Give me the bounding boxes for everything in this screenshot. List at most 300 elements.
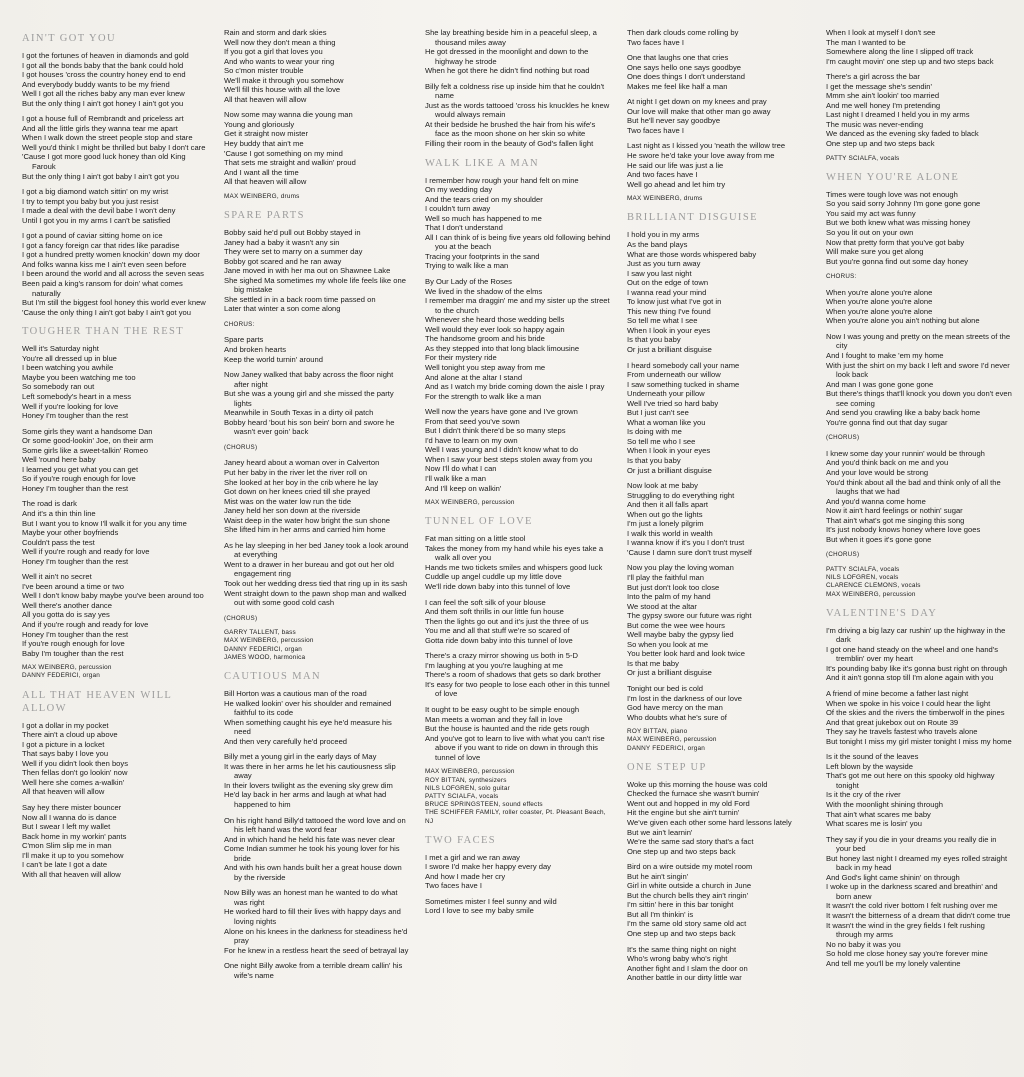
column-5 <box>826 28 1012 976</box>
lyric-line: What scares me is losin' you <box>826 819 922 829</box>
credit-role: percussion <box>481 499 515 507</box>
lyric-line: So tell me what I see <box>627 316 698 326</box>
credit-line: MAX WEINBERG, percussion <box>425 499 515 507</box>
lyric-line: With all that heaven will allow <box>22 869 121 879</box>
lyric-line: I got one hand steady on the wheel and one hand's tremblin' over my heart <box>826 644 999 664</box>
lyric-stanza <box>224 458 410 534</box>
credits-block <box>22 664 208 680</box>
lyric-line: Well there's another dance <box>22 600 112 610</box>
lyric-line: Well tonight you step away from me <box>425 362 546 372</box>
credits-block <box>826 566 1012 599</box>
lyric-line: We stood at the altar <box>627 601 697 611</box>
lyric-line: He walked lookin' over his shoulder and remained faithful to its code <box>224 698 392 718</box>
lyric-stanza <box>425 705 611 762</box>
lyric-line: Into the palm of my hand <box>627 592 711 602</box>
lyric-stanza <box>224 888 410 955</box>
lyric-stanza <box>224 752 410 809</box>
lyric-line: Spare parts <box>224 335 264 345</box>
lyric-line: That I don't understand <box>425 223 503 233</box>
lyric-line: And I fought to make 'em my home <box>826 350 944 360</box>
lyric-line: When we spoke in his voice I could hear the light <box>826 698 991 708</box>
lyric-line: Some girls they want a handsome Dan <box>22 426 153 436</box>
lyric-line: I'll play the faithful man <box>627 573 705 582</box>
lyric-line: And in which hand he held his fate was never clear <box>224 834 395 844</box>
credit-role: drums <box>280 192 300 200</box>
lyric-line: Get it straight now mister <box>224 129 308 139</box>
lyric-line: I wanna know if it's you I don't trust <box>627 538 745 548</box>
lyric-line: But the only thing I ain't got baby I ain't got you <box>22 171 179 181</box>
lyric-line: Now it ain't hard feelings or nothin' sugar <box>826 506 963 516</box>
credit-role: organ <box>82 672 100 680</box>
lyric-stanza <box>224 370 410 437</box>
lyric-line: All that heaven will allow <box>224 94 307 104</box>
lyric-line: It wasn't the cold river bottom I felt rushing over me <box>826 901 998 911</box>
credit-line: BRUCE SPRINGSTEEN, sound effects <box>425 801 543 809</box>
lyric-line: Checked the furnace she wasn't burnin' <box>627 789 760 799</box>
credit-name: ROY BITTAN <box>627 728 667 736</box>
credit-line: DANNY FEDERICI, organ <box>627 744 705 752</box>
credit-name: MAX WEINBERG <box>425 499 478 507</box>
lyric-line: I'd have to learn on my own <box>425 435 518 445</box>
credit-role: percussion <box>78 664 112 672</box>
lyric-line: I got the fortunes of heaven in diamonds and gold <box>22 51 189 60</box>
credit-name: MAX WEINBERG <box>627 195 680 203</box>
lyric-line: What a woman like you <box>627 417 706 427</box>
lyric-line: Waist deep in the water how bright the sun shone <box>224 515 391 525</box>
lyric-line: Went straight down to the pawn shop man and walked out with some good cold cash <box>224 588 407 608</box>
lyric-stanza <box>627 141 813 189</box>
lyric-line: But he ain't singin' <box>627 871 689 881</box>
credit-role: solo guitar <box>478 784 510 792</box>
lyric-line: Lord I love to see my baby smile <box>425 906 534 916</box>
credit-line: NILS LOFGREN, solo guitar <box>425 784 510 792</box>
lyric-stanza <box>425 82 611 149</box>
lyric-line: 'Cause I got more good luck honey than old King Farouk <box>22 152 186 172</box>
lyric-stanza <box>627 230 813 354</box>
lyric-line: Well if you're looking for love <box>22 401 119 411</box>
lyric-stanza <box>627 862 813 938</box>
chorus-label: (CHORUS) <box>826 551 860 559</box>
lyric-line: And who wants to wear your ring <box>224 56 335 66</box>
lyric-line: I remember ma draggin' me and my sister up the street to the church <box>425 296 610 315</box>
credit-name: THE SCHIFFER FAMILY <box>425 809 499 817</box>
lyric-line: And it's a thin thin line <box>22 508 96 518</box>
lyric-line: Well if you're rough and ready for love <box>22 547 150 557</box>
lyric-line: I got a picture in a locket <box>22 739 105 749</box>
lyric-stanza <box>826 72 1012 148</box>
lyric-line: That's got me out here on this spooky old highway tonight <box>826 771 995 790</box>
song-title: AIN'T GOT YOU <box>22 33 116 44</box>
lyric-line: But he'll never say goodbye <box>627 116 721 126</box>
lyric-line: There's a room of shadows that gets so dark brother <box>425 670 601 680</box>
lyric-line: On my wedding day <box>425 185 493 195</box>
lyric-stanza <box>826 835 1012 969</box>
credit-line: JAMES WOOD, harmonica <box>224 653 306 661</box>
lyric-line: I saw you last night <box>627 268 692 278</box>
lyric-line: Struggling to do everything right <box>627 490 735 500</box>
song-block <box>627 761 813 983</box>
lyric-line: And you'd wanna come home <box>826 496 926 506</box>
lyric-line: It's easy for two people to lose each other in this tunnel of love <box>425 679 610 699</box>
credit-line: MAX WEINBERG, drums <box>224 192 300 200</box>
lyric-line: When you're alone you ain't nothing but alone <box>826 316 980 326</box>
lyric-line: So hold me close honey say you're forever mine <box>826 949 988 959</box>
lyric-line: I swore I'd make her happy every day <box>425 862 551 872</box>
song-block <box>224 28 410 201</box>
credit-role: percussion <box>683 736 717 744</box>
lyric-line: This new thing I've found <box>627 306 711 316</box>
lyric-line: Filling their room in the beauty of God's fallen light <box>425 139 594 149</box>
lyric-line: I got houses 'cross the country honey end to end <box>22 70 186 80</box>
lyric-stanza <box>627 481 813 557</box>
lyric-line: And everybody buddy wants to be my friend <box>22 79 170 89</box>
lyric-line: Fat man sitting on a little stool <box>425 534 526 544</box>
lyric-line: Got down on her knees cried till she prayed <box>224 487 371 497</box>
lyric-line: Now Janey walked that baby across the floor night after night <box>224 370 394 389</box>
lyric-line: In their lovers twilight as the evening sky grew dim <box>224 780 393 790</box>
lyric-line: One step up and two steps back <box>826 139 935 149</box>
lyric-stanza <box>22 51 208 108</box>
lyric-line: He got dressed in the moonlight and down to the highway he strode <box>425 47 589 66</box>
lyric-line: Just as the words tattooed 'cross his knuckles he knew would always remain <box>425 100 610 120</box>
lyric-line: They say if you die in your dreams you really die in your bed <box>826 834 997 854</box>
credit-name: PATTY SCIALFA <box>826 565 877 573</box>
lyric-line: Keep the world turnin' around <box>224 354 323 364</box>
lyric-stanza <box>224 689 410 746</box>
lyric-line: Well 'round here baby <box>22 455 96 465</box>
lyric-line: Tracing your footprints in the sand <box>425 251 540 261</box>
lyric-line: A friend of mine become a father last night <box>826 689 969 698</box>
lyric-line: Now look at me baby <box>627 481 698 491</box>
lyric-line: Last night I dreamed I held you in my arms <box>826 110 970 120</box>
lyric-line: Mmm she ain't lookin' too married <box>826 91 940 101</box>
column-1 <box>22 28 208 887</box>
chorus-label: (CHORUS) <box>224 443 258 451</box>
lyric-line: He swore he'd take your love away from me <box>627 151 775 161</box>
lyric-line: Left blown by the wayside <box>826 761 913 771</box>
lyric-line: I got a pound of caviar sitting home on ice <box>22 231 163 241</box>
lyric-line: So c'mon mister trouble <box>224 66 304 76</box>
song-title: ONE STEP UP <box>627 761 707 773</box>
lyric-line: He'd lay back in her arms and laugh at what had happened to him <box>224 790 387 810</box>
lyric-stanza <box>425 534 611 591</box>
lyric-line: No no baby it was you <box>826 939 901 949</box>
lyric-stanza <box>425 407 611 493</box>
lyric-line: When out go the lights <box>627 509 703 519</box>
lyric-line: Will make sure you get along <box>826 247 924 257</box>
lyric-line: When you're alone you're alone <box>826 287 933 297</box>
lyric-line: She lay breathing beside him in a peaceful sleep, a thousand miles away <box>425 28 597 47</box>
lyric-line: I couldn't turn away <box>425 204 491 214</box>
song-title: WALK LIKE A MAN <box>425 157 540 169</box>
lyric-line: There's a crazy mirror showing us both in 5-D <box>425 651 578 661</box>
lyric-line: Or some good-lookin' Joe, on their arm <box>22 436 154 446</box>
lyric-line: And that great jukebox out on Route 39 <box>826 717 959 727</box>
lyric-line: Now I'll do what I can <box>425 464 497 474</box>
lyric-line: One step up and two steps back <box>627 929 736 939</box>
lyric-line: And alone at the altar I stand <box>425 372 523 382</box>
lyric-line: I got a big diamond watch sittin' on my wrist <box>22 187 169 197</box>
song-title: SPARE PARTS <box>224 209 305 221</box>
lyric-stanza <box>425 176 611 271</box>
lyric-line: Alone on his knees in the darkness for steadiness he'd pray <box>224 926 408 946</box>
lyric-line: Mist was on the water low run the tide <box>224 496 352 506</box>
song-block <box>22 689 208 880</box>
lyric-line: It wasn't the wind in the grey fields I felt rushing through my arms <box>826 920 985 940</box>
lyric-line: We lived in the shadow of the elms <box>425 286 543 296</box>
lyric-line: But when it goes it's gone gone <box>826 534 932 544</box>
lyric-line: But just don't look too close <box>627 582 720 592</box>
lyric-line: But the house is haunted and the ride gets rough <box>425 724 590 734</box>
credit-role: percussion <box>481 768 515 776</box>
lyric-line: Hands me two tickets smiles and whispers good luck <box>425 562 603 572</box>
lyric-stanza <box>22 499 208 566</box>
lyric-line: She sighed Ma sometimes my whole life feels like one big mistake <box>224 275 406 295</box>
song-title: CAUTIOUS MAN <box>224 671 322 682</box>
lyric-line: Maybe you been watching me too <box>22 372 136 382</box>
lyric-line: I'm laughing at you you're laughing at me <box>425 660 563 670</box>
lyric-stanza <box>425 897 611 916</box>
lyric-stanza <box>224 816 410 883</box>
lyric-line: I can feel the soft silk of your blouse <box>425 597 546 607</box>
lyric-line: He said our life was just a lie <box>627 160 724 170</box>
lyric-line: And if you're rough and ready for love <box>22 619 149 629</box>
lyric-line: Bobby said he'd pull out Bobby stayed in <box>224 227 361 237</box>
lyric-line: For the strength to walk like a man <box>425 391 542 401</box>
lyric-line: Two faces have I <box>627 125 684 135</box>
credit-name: DANNY FEDERICI <box>224 645 281 653</box>
lyric-line: Bobby heard 'bout his son bein' born and swore he wasn't ever goin' back <box>224 417 395 437</box>
credit-line: ROY BITTAN, piano <box>627 728 688 736</box>
lyric-stanza <box>22 231 208 317</box>
lyric-line: But I'm still the biggest fool honey this world ever knew <box>22 298 206 308</box>
lyric-stanza <box>627 97 813 135</box>
lyric-line: 'Cause I damn sure don't trust myself <box>627 547 752 557</box>
credit-role: sound effects <box>502 801 543 809</box>
lyric-line: Well maybe baby the gypsy lied <box>627 630 734 640</box>
lyric-line: We're the same sad story that's a fact <box>627 837 754 847</box>
lyric-line: Well now the years have gone and I've grown <box>425 407 578 417</box>
credit-name: MAX WEINBERG <box>826 590 879 598</box>
lyric-stanza <box>224 614 410 624</box>
lyric-line: It's just nobody knows honey where love goes <box>826 525 981 535</box>
lyric-stanza <box>22 427 208 494</box>
lyric-line: That ain't what scares me baby <box>826 809 931 819</box>
lyric-line: Man meets a woman and they fall in love <box>425 714 563 724</box>
lyric-line: If you got a girl that loves you <box>224 47 323 57</box>
lyric-line: Is doing with me <box>627 427 682 437</box>
lyric-line: So somebody ran out <box>22 382 95 392</box>
credit-role: organ <box>284 645 302 653</box>
credit-name: MAX WEINBERG <box>224 637 277 645</box>
lyric-stanza <box>826 272 1012 326</box>
lyric-stanza <box>627 361 813 476</box>
lyric-line: Well here she comes a-walkin' <box>22 777 125 787</box>
lyric-line: I'm lost in the darkness of our love <box>627 693 742 703</box>
lyric-stanza <box>224 228 410 314</box>
credit-role: synthesizers <box>468 776 507 784</box>
lyric-line: I hold you in my arms <box>627 230 700 240</box>
lyric-stanza <box>826 332 1012 427</box>
lyric-line: At their bedside he brushed the hair from his wife's face as the moon shone on her skin so white <box>425 119 596 139</box>
lyric-line: Baby I'm tougher than the rest <box>22 648 124 658</box>
lyric-line: I heard somebody call your name <box>627 360 740 370</box>
credit-name: PATTY SCIALFA <box>425 792 476 800</box>
lyric-line: Young and gloriously <box>224 119 295 129</box>
song-block <box>826 28 1012 163</box>
lyric-stanza <box>224 110 410 186</box>
lyric-line: Underneath your pillow <box>627 389 705 399</box>
lyric-stanza <box>826 433 1012 443</box>
lyric-line: All you gotta do is say yes <box>22 610 110 620</box>
chorus-label: (CHORUS) <box>826 434 860 442</box>
credit-name: NILS LOFGREN <box>425 784 475 792</box>
lyric-line: They say he travels fastest who travels alone <box>826 727 978 737</box>
lyric-line: Well now they don't mean a thing <box>224 37 336 47</box>
lyric-line: Janey held her son down at the riverside <box>224 506 361 516</box>
lyric-line: I met a girl and we ran away <box>425 852 520 862</box>
lyric-stanza <box>22 721 208 797</box>
lyric-line: Girl in white outside a church in June <box>627 881 752 891</box>
lyric-line: Honey I'm tougher than the rest <box>22 483 129 493</box>
song-title: BRILLIANT DISGUISE <box>627 212 758 224</box>
lyric-line: And me well honey I'm pretending <box>826 100 941 110</box>
lyric-line: Last night as I kissed you 'neath the willow tree <box>627 141 786 151</box>
lyric-line: With the moonlight shining through <box>826 800 943 810</box>
lyric-stanza <box>425 598 611 646</box>
song-block <box>224 670 410 980</box>
lyric-line: Billy felt a coldness rise up inside him that he couldn't name <box>425 81 605 101</box>
credits-block <box>224 629 410 662</box>
lyric-line: That ain't what's got me singing this song <box>826 515 965 525</box>
lyric-line: Took out her wedding dress tied that ring up in its sash <box>224 579 408 588</box>
credit-role: percussion <box>882 590 916 598</box>
lyric-stanza <box>22 572 208 658</box>
lyric-line: So if you're rough enough for love <box>22 474 136 484</box>
song-title: TOUGHER THAN THE REST <box>22 326 185 338</box>
lyric-line: Well I got all the riches baby any man ever knew <box>22 89 185 99</box>
lyric-line: I've been around a time or two <box>22 581 124 591</box>
column-3 <box>425 28 611 924</box>
lyric-line: Somewhere along the line I slipped off track <box>826 47 974 57</box>
lyric-line: I got a house full of Rembrandt and priceless art <box>22 114 184 124</box>
lyric-line: Tonight our bed is cold <box>627 684 703 694</box>
credit-name: DANNY FEDERICI <box>627 744 684 752</box>
lyric-line: She lifted him in her arms and carried him home <box>224 525 386 535</box>
lyric-line: So tell me who I see <box>627 436 696 446</box>
credits-block <box>627 728 813 753</box>
lyric-line: Well if you didn't look then boys <box>22 758 128 768</box>
lyric-line: You're all dressed up in blue <box>22 353 117 363</box>
lyric-line: All that heaven will allow <box>224 177 307 187</box>
lyric-stanza <box>22 114 208 181</box>
song-block <box>425 157 611 508</box>
lyric-line: The road is dark <box>22 499 77 509</box>
lyric-line: And with his own hands built her a great house down by the riverside <box>224 863 402 882</box>
lyric-line: Honey I'm tougher than the rest <box>22 556 129 566</box>
lyric-line: We danced as the evening sky faded to black <box>826 129 979 139</box>
lyric-line: What are those words whispered baby <box>627 249 757 259</box>
lyric-line: I'm driving a big lazy car rushin' up the highway in the dark <box>826 625 1006 645</box>
lyric-stanza <box>425 28 611 76</box>
lyric-line: Come Indian summer he took his young lover for his bride <box>224 844 400 863</box>
lyric-line: Now Billy was an honest man he wanted to do what was right <box>224 888 398 907</box>
lyric-line: Went to a drawer in her bureau and got out her old engagement ring <box>224 559 394 579</box>
lyric-line: It ought to be easy ought to be simple enough <box>425 705 580 715</box>
lyric-line: And I want all the time <box>224 167 299 177</box>
lyric-line: You me and all that stuff we're so scared of <box>425 626 570 636</box>
credit-role: roller coaster, Pt. Pleasant Beach, NJ <box>425 809 606 825</box>
lyric-line: I got a dollar in my pocket <box>22 720 109 730</box>
lyric-line: And you've got to learn to live with what you can't rise above if you want to ride on down in through this tunnel of love <box>425 733 605 762</box>
lyric-line: But I just can't see <box>627 408 689 418</box>
lyric-line: Maybe your other boyfriends <box>22 528 119 538</box>
credit-line: THE SCHIFFER FAMILY, roller coaster, Pt. Pleasant Beach, NJ <box>425 809 606 825</box>
credit-line: MAX WEINBERG, percussion <box>425 768 515 776</box>
lyric-line: And as I watch my bride coming down the aisle I pray <box>425 382 605 392</box>
credit-line: MAX WEINBERG, percussion <box>22 664 112 672</box>
credit-name: GARRY TALLENT <box>224 629 278 637</box>
lyric-line: And tell me you'll be my lonely valentine <box>826 958 961 968</box>
lyric-line: On his right hand Billy'd tattooed the word love and on his left hand was the word fear <box>224 815 406 835</box>
lyric-line: I can't be late I got a date <box>22 860 108 870</box>
lyric-line: Who's wrong baby who's right <box>627 954 728 964</box>
lyric-line: Honey I'm tougher than the rest <box>22 629 129 639</box>
lyric-line: With just the shirt on my back I left and swore I'd never look back <box>826 360 1010 380</box>
lyric-line: Then the lights go out and it's just the three of us <box>425 616 589 626</box>
lyric-line: Bobby got scared and he ran away <box>224 256 342 266</box>
lyric-line: When I look at myself I don't see <box>826 28 936 37</box>
lyric-line: I'll make it up to you somehow <box>22 850 124 860</box>
lyric-line: It's pounding baby like it's gonna bust right on through <box>826 663 1008 673</box>
song-title: ALL THAT HEAVEN WILL ALLOW <box>22 689 172 714</box>
lyric-stanza <box>826 752 1012 828</box>
lyric-line: Well it ain't no secret <box>22 572 92 582</box>
lyric-line: Meanwhile in South Texas in a dirty oil patch <box>224 408 374 418</box>
song-block <box>22 32 208 317</box>
lyric-line: But I want you to know I'll walk it for you any time <box>22 518 187 528</box>
lyric-stanza <box>826 449 1012 544</box>
lyric-stanza <box>826 28 1012 66</box>
lyric-line: You'd think about all the bad and think only of all the laughs that we had <box>826 477 1001 497</box>
lyric-line: But I swear I left my wallet <box>22 822 111 832</box>
lyric-line: And them soft thrills in our little fun house <box>425 607 564 617</box>
lyric-line: And all the little girls they wanna tear me apart <box>22 123 178 133</box>
lyric-line: Woke up this morning the house was cold <box>627 779 768 789</box>
lyric-line: If you're rough enough for love <box>22 639 125 649</box>
lyric-line: Well go ahead and let him try <box>627 179 726 189</box>
lyric-line: Until I got you in my arms I can't be satisfied <box>22 215 171 225</box>
lyric-line: You're gonna find out that day sugar <box>826 417 948 427</box>
lyric-line: Couldn't pass the test <box>22 537 95 547</box>
lyric-line: That says baby I love you <box>22 749 109 759</box>
lyric-line: Of the skies and the rivers the timberwolf in the pines <box>826 708 1005 718</box>
lyric-line: And send you crawling like a baby back home <box>826 408 981 418</box>
chorus-label: (CHORUS) <box>224 614 258 622</box>
lyric-line: And your love would be strong <box>826 467 929 477</box>
lyric-line: Janey had a baby it wasn't any sin <box>224 237 340 247</box>
lyric-line: And broken hearts <box>224 344 287 354</box>
credit-role: organ <box>687 744 705 752</box>
lyric-stanza <box>627 684 813 722</box>
lyric-stanza <box>627 563 813 678</box>
lyric-stanza <box>627 945 813 983</box>
lyric-line: Whenever she heard those wedding bells <box>425 315 565 325</box>
lyric-line: Is it the sound of the leaves <box>826 752 919 762</box>
credit-line: PATTY SCIALFA, vocals <box>425 792 499 800</box>
lyric-line: And then very carefully he'd proceed <box>224 736 348 746</box>
lyric-line: But we both knew what was missing honey <box>826 218 971 228</box>
